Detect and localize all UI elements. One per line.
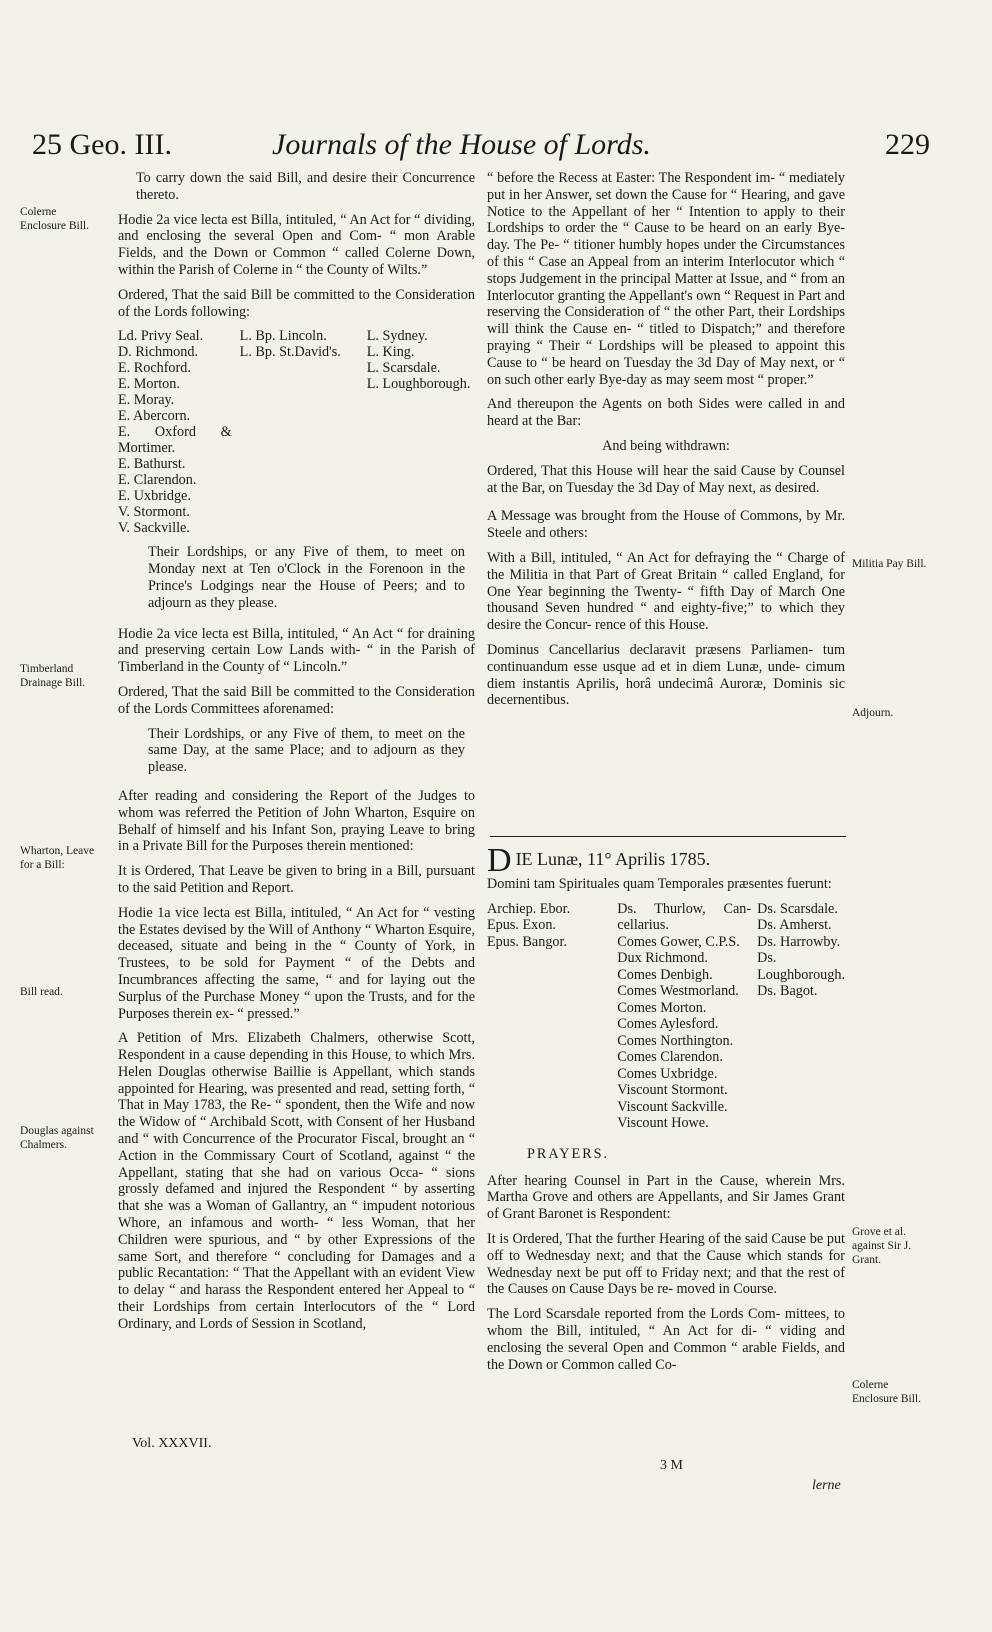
reign-heading: 25 Geo. III. <box>32 128 172 161</box>
lord-name: Comes Aylesford. <box>617 1016 719 1033</box>
temporal-lords <box>617 901 751 1132</box>
margin-note-militia: Militia Pay Bill. <box>852 558 927 570</box>
paragraph: After hearing Counsel in Part in the Cause, wherein Mrs. Martha Grove and others are Appellants, and Sir James Grant of Grant Baronet is Respondent: <box>487 1172 845 1223</box>
paragraph: After reading and considering the Report of the Judges to whom was referred the Petition of John Wharton, Esquire on Behalf of himself and his Infant Son, praying Leave to bring in a Private Bill for the Purposes therein mentioned: <box>118 787 475 855</box>
spiritual-lords <box>487 901 611 1132</box>
drop-cap: D <box>487 842 512 879</box>
paragraph: Hodie 2a vice lecta est Billa, intituled, “ An Act for “ dividing, and enclosing the several Open and Com- “ mon Arable Fields, and the Down or Common “ called Colerne Down, within the Parish of Colerne in “ the County of Wilts.” <box>118 211 475 278</box>
day-heading <box>487 842 845 879</box>
paragraph: And thereupon the Agents on both Sides were called in and heard at the Bar: <box>487 396 845 430</box>
lord-name: Comes Northington. <box>617 1032 734 1049</box>
paragraph: It is Ordered, That Leave be given to bring in a Bill, pursuant to the said Petition and Report. <box>118 863 475 896</box>
lord-name: Comes Uxbridge. <box>617 1065 718 1082</box>
left-column <box>118 170 475 1341</box>
lord-name: Comes Clarendon. <box>617 1049 723 1066</box>
lord-name: L. King. <box>366 344 415 361</box>
margin-note-grove: Grove et al. against Sir J. Grant. <box>852 1226 912 1266</box>
lord-name: E. Clarendon. <box>118 472 197 489</box>
lord-name: Archiep. Ebor. <box>487 900 571 917</box>
day-heading-text: IE Lunæ, 11° Aprilis 1785. <box>515 849 711 869</box>
paragraph: Hodie 2a vice lecta est Billa, intituled, “ An Act “ for draining and preserving certain Low Lands with- “ in the Parish of Timberland in the County of “ Lincoln.” <box>118 625 475 676</box>
lord-name: Epus. Exon. <box>487 917 556 934</box>
lord-name: Viscount Howe. <box>617 1115 709 1132</box>
barons-list <box>757 901 845 1132</box>
paragraph: Their Lordships, or any Five of them, to meet on Monday next at Ten o'Clock in the Forenoon in the Prince's Lodgings near the House of Peers; and to adjourn as they please. <box>148 544 465 611</box>
paragraph: Ordered, That this House will hear the said Cause by Counsel at the Bar, on Tuesday the 3d Day of May next, as desired. <box>487 462 845 496</box>
volume-label: Vol. XXXVII. <box>132 1436 212 1451</box>
margin-note-adjourn: Adjourn. <box>852 707 894 719</box>
paragraph: Hodie 1a vice lecta est Billa, intituled, “ An Act for “ vesting the Estates devised by the Will of Anthony “ Wharton Esquire, deceased, situate and being in the “ County of York, in Trustees, to be sold for Payment “ of the Debts and Incumbrances affecting the same, “ and for laying out the Surplus of the Purchase Money “ upon the Trusts, and for the Purposes therein ex- “ pressed.” <box>118 904 475 1022</box>
margin-note-douglas: Douglas against Chalmers. <box>20 1125 94 1151</box>
margin-note-timberland: Timberland Drainage Bill. <box>20 663 86 689</box>
lord-name: V. Stormont. <box>118 504 190 521</box>
lord-name: E. Bathurst. <box>118 456 186 473</box>
lord-name: L. Sydney. <box>366 328 428 345</box>
lord-name: Comes Westmorland. <box>617 983 739 1000</box>
margin-note-colerne-2: Colerne Enclosure Bill. <box>852 1379 921 1405</box>
paragraph: Dominus Cancellarius declaravit præsens Parliamen- tum continuandum esse usque ad et in diem Lunæ, unde- cimum diem instantis Aprilis, horâ undecimâ Auroræ, Dominis sic decernentibus. <box>487 641 845 709</box>
lords-list-col3 <box>367 328 475 536</box>
paragraph: With a Bill, intituled, “ An Act for defraying the “ Charge of the Militia in that Part of Great Britain “ called England, for One Year beginning the Twenty- “ fifth Day of March One thousand Seven hundred “ and eighty-five;” to which they desire the Concur- rence of this House. <box>487 549 845 634</box>
margin-note-wharton: Wharton, Leave for a Bill: <box>20 845 95 871</box>
lord-name: Ds. Amherst. <box>757 917 832 934</box>
lord-name: E. Abercorn. <box>118 408 191 425</box>
page-header <box>32 128 930 168</box>
journal-title: Journals of the House of Lords. <box>272 128 651 161</box>
signature-mark: 3 M <box>660 1458 683 1473</box>
lords-list-col2 <box>240 328 359 536</box>
paragraph: Ordered, That the said Bill be committed to the Consideration of the Lords following: <box>118 286 475 320</box>
page-number: 229 <box>885 128 930 161</box>
lord-name: Ds. Thurlow, Can- cellarius. <box>617 900 752 934</box>
paragraph: It is Ordered, That the further Hearing of the said Cause be put off to Wednesday next; and that the Cause which stands for Wednesday next be put off to Friday next; and that the rest of the Causes on Cause Days be re- moved in Course. <box>487 1230 845 1298</box>
paragraph: “ before the Recess at Easter: The Respondent im- “ mediately put in her Answer, set down the Cause for “ Hearing, and gave Notice to the Appellant of her “ Intention to apply to their Lordships to order the “ Cause to be heard on an early Bye-day. The Pe- “ titioner humbly hopes under the Circumstances of this “ Case an Appeal from an interim Interlocutor which “ stops Judgement in the principal Matter at Issue, and “ from an Interlocutor granting the Appellant's own “ Request in Part and reserving the Consideration of “ the other Part, their Lordships will think the Cause en- “ titled to Dispatch;” and therefore praying “ Their “ Lordships will be pleased to appoint this Cause to “ be heard on Tuesday the 3d Day of May next, or “ on such other early Bye-day as may seem most “ proper.” <box>487 170 845 388</box>
present-lords-list <box>487 901 845 1132</box>
margin-note-colerne: Colerne Enclosure Bill. <box>20 206 89 232</box>
paragraph: Ordered, That the said Bill be committed to the Consideration of the Lords Committees aforenamed: <box>118 683 475 717</box>
paragraph: And being withdrawn: <box>602 437 730 454</box>
lord-name: Ds. Loughborough. <box>757 950 846 983</box>
lord-name: Viscount Stormont. <box>617 1082 728 1099</box>
lord-name: Dux Richmond. <box>617 950 708 967</box>
lord-name: V. Sackville. <box>118 520 190 537</box>
committee-lords-list <box>118 328 475 536</box>
lord-name: Ld. Privy Seal. <box>118 328 204 345</box>
paragraph: A Message was brought from the House of Commons, by Mr. Steele and others: <box>487 508 845 542</box>
lord-name: Comes Morton. <box>617 999 707 1016</box>
lords-list-col1 <box>118 328 232 536</box>
paragraph: To carry down the said Bill, and desire their Concurrence thereto. <box>136 170 475 203</box>
lord-name: D. Richmond. <box>118 344 198 361</box>
lord-name: Epus. Bangor. <box>487 933 567 950</box>
lord-name: Viscount Sackville. <box>617 1098 728 1115</box>
lord-name: E. Rochford. <box>118 360 191 377</box>
lord-name: E. Uxbridge. <box>118 488 191 505</box>
present-lords-intro: Domini tam Spirituales quam Temporales præsentes fuerunt: <box>487 876 832 892</box>
prayers-heading: PRAYERS. <box>527 1145 610 1162</box>
catchword: lerne <box>812 1478 841 1493</box>
paragraph: Their Lordships, or any Five of them, to meet on the same Day, at the same Place; and to adjourn as they please. <box>148 725 465 776</box>
margin-note-bill-read: Bill read. <box>20 986 63 998</box>
lord-name: Ds. Harrowby. <box>757 933 841 950</box>
lord-name: E. Oxford & Mortimer. <box>118 424 232 457</box>
paragraph: The Lord Scarsdale reported from the Lords Com- mittees, to whom the Bill, intituled, “ An Act for di- “ viding and enclosing the several Open and Common “ arable Fields, and the Down or Common called Co- <box>487 1306 845 1373</box>
lord-name: L. Bp. Lincoln. <box>239 328 327 345</box>
lord-name: E. Morton. <box>118 376 180 393</box>
paragraph: A Petition of Mrs. Elizabeth Chalmers, otherwise Scott, Respondent in a cause depending in this House, to which Mrs. Helen Douglas otherwise Baillie is Appellant, which stands appointed for Hearing, was presented and read, setting forth, “ That in May 1783, the Re- “ spondent, then the Wife and now the Widow of “ Archibald Scott, with Consent of her Husband and “ with Concurrence of the Procurator Fiscal, brought an “ Action in the Commissary Court of Scotland, against “ the Appellant, stating that she had on various Occa- “ sions grossly defamed and injured the Respondent “ by asserting that she was a Woman of Gallantry, an “ impudent notorious Whore, an infamous and worth- “ less Woman, that her Children were spurious, and “ by other Expressions of the same Sort, and therefore “ concluding for Damages and a public Recantation: “ That the Appellant with an evident View to delay “ and harass the Respondent entered her Appeal to “ their Lordships from certain Interlocutors of the “ Lord Ordinary, and Lords of Session in Scotland, <box>118 1030 475 1332</box>
lord-name: Comes Denbigh. <box>617 966 713 983</box>
day-section <box>487 842 846 1381</box>
lord-name: L. Loughborough. <box>366 376 471 393</box>
lord-name: E. Moray. <box>118 392 175 409</box>
right-column <box>487 170 845 717</box>
lord-name: L. Scarsdale. <box>366 360 441 377</box>
lord-name: Ds. Scarsdale. <box>757 900 838 917</box>
lord-name: Ds. Bagot. <box>757 983 818 1000</box>
lord-name: Comes Gower, C.P.S. <box>617 933 740 950</box>
section-divider <box>490 836 846 837</box>
lord-name: L. Bp. St.David's. <box>239 344 341 361</box>
